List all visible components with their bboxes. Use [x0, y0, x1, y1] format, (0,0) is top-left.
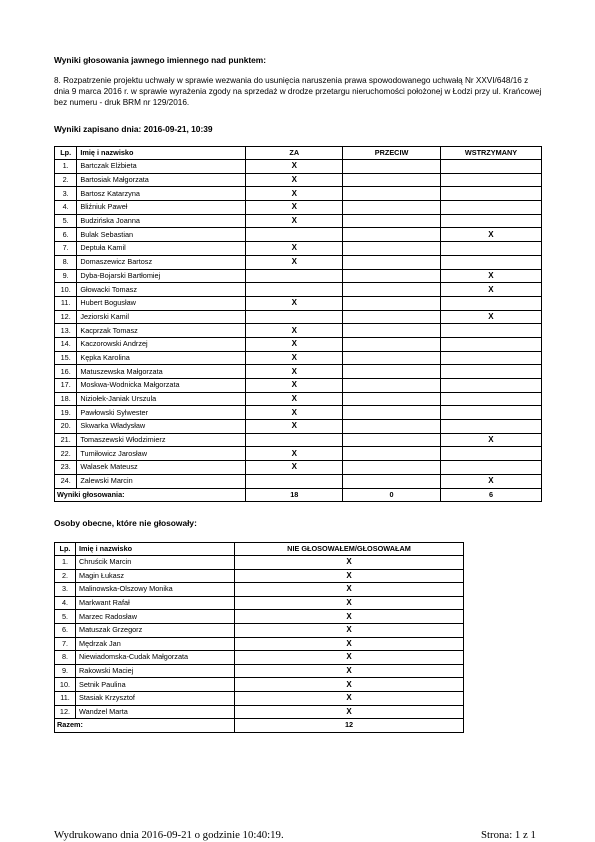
vote-za: X — [246, 447, 343, 461]
row-name: Mędrzak Jan — [76, 637, 235, 651]
table-row — [55, 310, 542, 324]
row-name: Skwarka Władysław — [77, 420, 246, 434]
vote-wstrzymany — [440, 173, 541, 187]
vote-za: X — [246, 214, 343, 228]
row-name: Wandzel Marta — [76, 705, 235, 719]
vote-za: X — [246, 173, 343, 187]
vote-przeciw — [343, 351, 441, 365]
vote-wstrzymany — [440, 255, 541, 269]
vote-wstrzymany — [440, 406, 541, 420]
vote-wstrzymany — [440, 214, 541, 228]
footer-page-number: Strona: 1 z 1 — [481, 829, 536, 841]
vote-za — [246, 283, 343, 297]
row-lp: 12. — [55, 310, 77, 324]
table-row — [55, 351, 542, 365]
row-name: Kaczorowski Andrzej — [77, 337, 246, 351]
vote-wstrzymany — [440, 160, 541, 174]
votes-table — [54, 146, 542, 502]
row-lp: 10. — [55, 283, 77, 297]
section-heading: Wyniki głosowania jawnego imiennego nad punktem: — [54, 55, 267, 65]
row-name: Matuszewska Małgorzata — [77, 365, 246, 379]
vote-wstrzymany: X — [440, 474, 541, 488]
table-row — [55, 160, 542, 174]
row-lp: 8. — [55, 255, 77, 269]
vote-wstrzymany — [440, 187, 541, 201]
row-lp: 8. — [55, 651, 76, 665]
vote-za: X — [246, 296, 343, 310]
row-lp: 11. — [55, 296, 77, 310]
summary-label: Razem: — [55, 719, 235, 733]
vote-za — [246, 433, 343, 447]
header-za: ZA — [246, 147, 343, 160]
agenda-item-description: 8. Rozpatrzenie projektu uchwały w sprawie wezwania do usunięcia naruszenia prawa spowodowanego uchwałą Nr XXVI/648/16 z dnia 9 marca 2016 r. w sprawie wyrażenia zgody na sprzedaż w drodze przetargu nieruchomości położonej w Łodzi przy ul. Krańcowej bez numeru - druk BRM nr 129/2016. — [54, 76, 542, 107]
vote-przeciw — [343, 474, 441, 488]
row-lp: 18. — [55, 392, 77, 406]
table-row — [55, 269, 542, 283]
vote-przeciw — [343, 420, 441, 434]
table-row — [55, 379, 542, 393]
row-name: Niewiadomska-Cudak Małgorzata — [76, 651, 235, 665]
vote-przeciw — [343, 433, 441, 447]
not-voted-mark: X — [235, 596, 464, 610]
row-lp: 22. — [55, 447, 77, 461]
vote-przeciw — [343, 447, 441, 461]
summary-nie: 12 — [235, 719, 464, 733]
not-voted-mark: X — [235, 705, 464, 719]
vote-przeciw — [343, 392, 441, 406]
row-name: Setnik Paulina — [76, 678, 235, 692]
table-row — [55, 651, 464, 665]
vote-za: X — [246, 406, 343, 420]
summary-label: Wyniki głosowania: — [55, 488, 246, 502]
row-lp: 2. — [55, 569, 76, 583]
table-row — [55, 691, 464, 705]
summary-za: 18 — [246, 488, 343, 502]
table-row — [55, 406, 542, 420]
absent-table — [54, 542, 464, 733]
table-row — [55, 623, 464, 637]
row-name: Bartosz Katarzyna — [77, 187, 246, 201]
not-voted-mark: X — [235, 637, 464, 651]
row-name: Kępka Karolina — [77, 351, 246, 365]
table-row — [55, 664, 464, 678]
header-nie-glosowal: NIE GŁOSOWAŁEM/GŁOSOWAŁAM — [235, 543, 464, 556]
vote-przeciw — [343, 214, 441, 228]
vote-za: X — [246, 392, 343, 406]
not-voted-mark: X — [235, 691, 464, 705]
vote-przeciw — [343, 173, 441, 187]
table-row — [55, 569, 464, 583]
row-name: Matuszak Grzegorz — [76, 623, 235, 637]
table-row — [55, 337, 542, 351]
not-voted-mark: X — [235, 583, 464, 597]
row-lp: 3. — [55, 583, 76, 597]
row-name: Bliźniuk Paweł — [77, 201, 246, 215]
row-lp: 12. — [55, 705, 76, 719]
vote-przeciw — [343, 187, 441, 201]
vote-przeciw — [343, 310, 441, 324]
summary-przeciw: 0 — [343, 488, 441, 502]
row-lp: 10. — [55, 678, 76, 692]
row-name: Chruścik Marcin — [76, 556, 235, 570]
header-lp: Lp. — [55, 147, 77, 160]
vote-za: X — [246, 379, 343, 393]
header-lp: Lp. — [55, 543, 76, 556]
table-row — [55, 365, 542, 379]
vote-przeciw — [343, 255, 441, 269]
vote-wstrzymany — [440, 296, 541, 310]
row-lp: 5. — [55, 214, 77, 228]
vote-za — [246, 269, 343, 283]
absent-table-header — [55, 543, 464, 556]
row-lp: 19. — [55, 406, 77, 420]
vote-za: X — [246, 461, 343, 475]
not-voted-mark: X — [235, 651, 464, 665]
row-lp: 3. — [55, 187, 77, 201]
vote-wstrzymany — [440, 420, 541, 434]
row-lp: 6. — [55, 228, 77, 242]
table-row — [55, 173, 542, 187]
row-lp: 2. — [55, 173, 77, 187]
vote-za: X — [246, 337, 343, 351]
vote-wstrzymany — [440, 461, 541, 475]
vote-przeciw — [343, 160, 441, 174]
row-name: Malinowska-Olszowy Monika — [76, 583, 235, 597]
table-row — [55, 324, 542, 338]
vote-za: X — [246, 160, 343, 174]
votes-table-header — [55, 147, 542, 160]
vote-wstrzymany — [440, 379, 541, 393]
vote-za: X — [246, 351, 343, 365]
vote-przeciw — [343, 406, 441, 420]
row-lp: 16. — [55, 365, 77, 379]
header-name: Imię i nazwisko — [76, 543, 235, 556]
table-row — [55, 296, 542, 310]
row-name: Deptuła Kamil — [77, 242, 246, 256]
table-row — [55, 705, 464, 719]
vote-wstrzymany — [440, 337, 541, 351]
not-voted-mark: X — [235, 664, 464, 678]
vote-wstrzymany — [440, 447, 541, 461]
header-wstrzymany: WSTRZYMANY — [440, 147, 541, 160]
table-row — [55, 461, 542, 475]
vote-wstrzymany — [440, 201, 541, 215]
row-name: Stasiak Krzysztof — [76, 691, 235, 705]
table-row — [55, 433, 542, 447]
vote-za: X — [246, 420, 343, 434]
vote-za: X — [246, 242, 343, 256]
vote-wstrzymany — [440, 242, 541, 256]
vote-wstrzymany — [440, 392, 541, 406]
vote-za: X — [246, 201, 343, 215]
vote-przeciw — [343, 201, 441, 215]
vote-przeciw — [343, 324, 441, 338]
row-name: Hubert Bogusław — [77, 296, 246, 310]
table-row — [55, 420, 542, 434]
row-lp: 9. — [55, 664, 76, 678]
row-name: Markwant Rafał — [76, 596, 235, 610]
row-lp: 6. — [55, 623, 76, 637]
vote-przeciw — [343, 269, 441, 283]
table-row — [55, 214, 542, 228]
vote-za: X — [246, 255, 343, 269]
table-row — [55, 610, 464, 624]
row-lp: 17. — [55, 379, 77, 393]
summary-wstrzymany: 6 — [440, 488, 541, 502]
table-row — [55, 283, 542, 297]
votes-summary-row — [55, 488, 542, 502]
vote-za — [246, 474, 343, 488]
row-lp: 4. — [55, 596, 76, 610]
row-name: Magin Łukasz — [76, 569, 235, 583]
table-row — [55, 242, 542, 256]
not-voted-mark: X — [235, 569, 464, 583]
not-voted-mark: X — [235, 623, 464, 637]
table-row — [55, 447, 542, 461]
vote-wstrzymany: X — [440, 269, 541, 283]
table-row — [55, 556, 464, 570]
vote-przeciw — [343, 283, 441, 297]
vote-przeciw — [343, 242, 441, 256]
row-name: Moskwa-Wodnicka Małgorzata — [77, 379, 246, 393]
vote-za: X — [246, 324, 343, 338]
row-name: Tumiłowicz Jarosław — [77, 447, 246, 461]
table-row — [55, 255, 542, 269]
row-name: Tomaszewski Włodzimierz — [77, 433, 246, 447]
table-row — [55, 201, 542, 215]
row-name: Budzińska Joanna — [77, 214, 246, 228]
vote-przeciw — [343, 337, 441, 351]
vote-przeciw — [343, 365, 441, 379]
row-name: Zalewski Marcin — [77, 474, 246, 488]
header-przeciw: PRZECIW — [343, 147, 441, 160]
vote-za: X — [246, 187, 343, 201]
vote-wstrzymany — [440, 351, 541, 365]
vote-wstrzymany: X — [440, 433, 541, 447]
row-lp: 7. — [55, 242, 77, 256]
row-name: Domaszewicz Bartosz — [77, 255, 246, 269]
row-lp: 23. — [55, 461, 77, 475]
row-name: Pawłowski Sylwester — [77, 406, 246, 420]
table-row — [55, 596, 464, 610]
table-row — [55, 187, 542, 201]
row-name: Bartosiak Małgorzata — [77, 173, 246, 187]
row-lp: 20. — [55, 420, 77, 434]
row-name: Niziołek-Janiak Urszula — [77, 392, 246, 406]
table-row — [55, 583, 464, 597]
row-name: Walasek Mateusz — [77, 461, 246, 475]
row-lp: 9. — [55, 269, 77, 283]
vote-przeciw — [343, 379, 441, 393]
row-lp: 15. — [55, 351, 77, 365]
row-name: Kacprzak Tomasz — [77, 324, 246, 338]
row-name: Rakowski Maciej — [76, 664, 235, 678]
not-voted-mark: X — [235, 610, 464, 624]
vote-za — [246, 228, 343, 242]
row-lp: 4. — [55, 201, 77, 215]
vote-wstrzymany — [440, 324, 541, 338]
vote-przeciw — [343, 228, 441, 242]
row-lp: 7. — [55, 637, 76, 651]
table-row — [55, 228, 542, 242]
absent-summary-row — [55, 719, 464, 733]
row-name: Marzec Radosław — [76, 610, 235, 624]
not-voted-mark: X — [235, 678, 464, 692]
vote-wstrzymany: X — [440, 310, 541, 324]
row-name: Jeziorski Kamil — [77, 310, 246, 324]
vote-przeciw — [343, 296, 441, 310]
table-row — [55, 678, 464, 692]
table-row — [55, 392, 542, 406]
row-lp: 13. — [55, 324, 77, 338]
row-lp: 21. — [55, 433, 77, 447]
row-name: Głowacki Tomasz — [77, 283, 246, 297]
row-name: Bulak Sebastian — [77, 228, 246, 242]
row-lp: 11. — [55, 691, 76, 705]
row-lp: 24. — [55, 474, 77, 488]
vote-wstrzymany — [440, 365, 541, 379]
vote-wstrzymany: X — [440, 228, 541, 242]
row-lp: 14. — [55, 337, 77, 351]
row-lp: 1. — [55, 556, 76, 570]
vote-wstrzymany: X — [440, 283, 541, 297]
table-row — [55, 637, 464, 651]
not-voted-mark: X — [235, 556, 464, 570]
header-name: Imię i nazwisko — [77, 147, 246, 160]
vote-za — [246, 310, 343, 324]
footer-printed: Wydrukowano dnia 2016-09-21 o godzinie 10:40:19. — [54, 829, 284, 841]
row-lp: 5. — [55, 610, 76, 624]
vote-przeciw — [343, 461, 441, 475]
absent-heading: Osoby obecne, które nie głosowały: — [54, 518, 197, 528]
table-row — [55, 474, 542, 488]
row-name: Dyba-Bojarski Bartłomiej — [77, 269, 246, 283]
saved-timestamp: Wyniki zapisano dnia: 2016-09-21, 10:39 — [54, 124, 213, 134]
row-lp: 1. — [55, 160, 77, 174]
vote-za: X — [246, 365, 343, 379]
row-name: Bartczak Elżbieta — [77, 160, 246, 174]
